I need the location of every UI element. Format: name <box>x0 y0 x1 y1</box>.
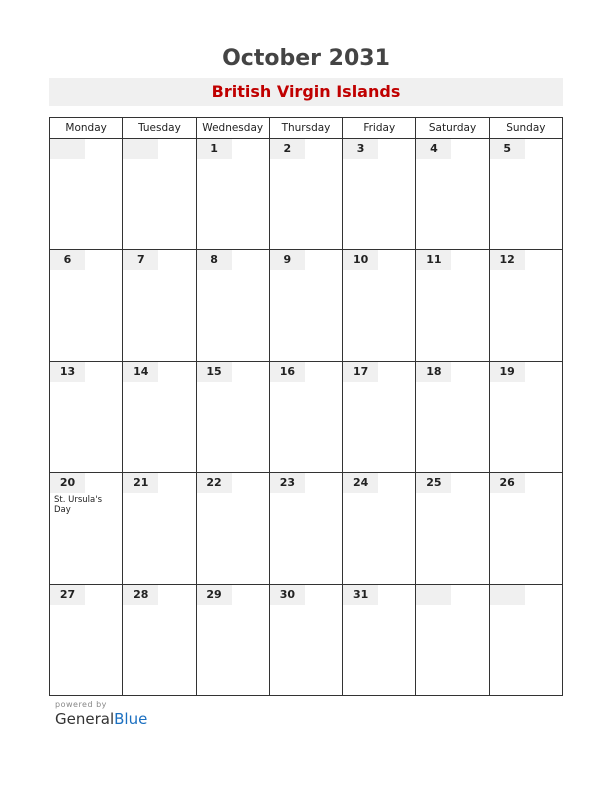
day-number: 11 <box>416 250 451 270</box>
weekday-header: Sunday <box>489 118 562 139</box>
day-number: 26 <box>490 473 525 493</box>
day-number: 8 <box>197 250 232 270</box>
day-number <box>416 585 451 605</box>
day-cell <box>416 250 489 361</box>
day-cell <box>416 361 489 472</box>
day-number: 14 <box>123 362 158 382</box>
brand-blue-text: Blue <box>114 710 148 728</box>
powered-by-label: powered by <box>55 700 107 709</box>
day-cell <box>269 361 342 472</box>
day-number: 6 <box>50 250 85 270</box>
day-number: 12 <box>490 250 525 270</box>
weekday-header-row <box>50 118 563 139</box>
day-number: 13 <box>50 362 85 382</box>
week-row <box>50 584 563 695</box>
brand-general-text: General <box>55 710 115 728</box>
day-number: 28 <box>123 585 158 605</box>
day-cell <box>50 584 123 695</box>
country-banner <box>49 78 563 106</box>
day-cell <box>123 139 196 250</box>
week-row <box>50 250 563 361</box>
day-number: 20 <box>50 473 85 493</box>
weekday-header: Tuesday <box>123 118 196 139</box>
day-number: 17 <box>343 362 378 382</box>
day-cell <box>269 584 342 695</box>
day-cell <box>343 584 416 695</box>
day-number: 23 <box>270 473 305 493</box>
day-cell <box>489 250 562 361</box>
day-cell <box>196 361 269 472</box>
day-cell <box>343 139 416 250</box>
day-number <box>490 585 525 605</box>
day-number <box>50 139 85 159</box>
weekday-header: Friday <box>343 118 416 139</box>
day-cell <box>196 250 269 361</box>
page-title: October 2031 <box>222 46 390 71</box>
day-cell <box>123 361 196 472</box>
day-number: 2 <box>270 139 305 159</box>
day-number: 5 <box>490 139 525 159</box>
weekday-header: Wednesday <box>196 118 269 139</box>
day-cell <box>489 361 562 472</box>
day-cell <box>50 361 123 472</box>
country-name: British Virgin Islands <box>211 82 401 101</box>
weekday-header: Thursday <box>269 118 342 139</box>
day-cell <box>489 139 562 250</box>
day-number: 18 <box>416 362 451 382</box>
day-cell <box>196 473 269 584</box>
day-cell <box>416 584 489 695</box>
week-row <box>50 139 563 250</box>
day-cell <box>269 250 342 361</box>
day-number: 1 <box>197 139 232 159</box>
day-number: 10 <box>343 250 378 270</box>
calendar-grid <box>49 117 563 696</box>
day-cell <box>343 250 416 361</box>
day-number <box>123 139 158 159</box>
day-cell <box>416 139 489 250</box>
day-cell <box>123 250 196 361</box>
week-row <box>50 361 563 472</box>
day-number: 22 <box>197 473 232 493</box>
day-cell <box>123 584 196 695</box>
day-number: 24 <box>343 473 378 493</box>
day-number: 9 <box>270 250 305 270</box>
week-row <box>50 473 563 584</box>
holiday-label: St. Ursula's Day <box>54 495 102 516</box>
day-cell <box>50 250 123 361</box>
day-number: 7 <box>123 250 158 270</box>
day-cell <box>123 473 196 584</box>
day-number: 3 <box>343 139 378 159</box>
day-number: 19 <box>490 362 525 382</box>
day-cell <box>269 139 342 250</box>
footer <box>55 700 147 728</box>
day-cell <box>50 473 123 584</box>
day-cell <box>416 473 489 584</box>
day-number: 25 <box>416 473 451 493</box>
day-number: 31 <box>343 585 378 605</box>
day-cell <box>269 473 342 584</box>
day-number: 4 <box>416 139 451 159</box>
weekday-header: Saturday <box>416 118 489 139</box>
day-number: 29 <box>197 585 232 605</box>
day-number: 30 <box>270 585 305 605</box>
day-number: 27 <box>50 585 85 605</box>
brand-logo[interactable] <box>55 710 147 728</box>
day-cell <box>50 139 123 250</box>
day-cell <box>196 584 269 695</box>
day-cell <box>196 139 269 250</box>
day-number: 16 <box>270 362 305 382</box>
day-cell <box>343 473 416 584</box>
day-cell <box>343 361 416 472</box>
day-number: 15 <box>197 362 232 382</box>
weekday-header: Monday <box>50 118 123 139</box>
day-cell <box>489 584 562 695</box>
day-cell <box>489 473 562 584</box>
day-number: 21 <box>123 473 158 493</box>
